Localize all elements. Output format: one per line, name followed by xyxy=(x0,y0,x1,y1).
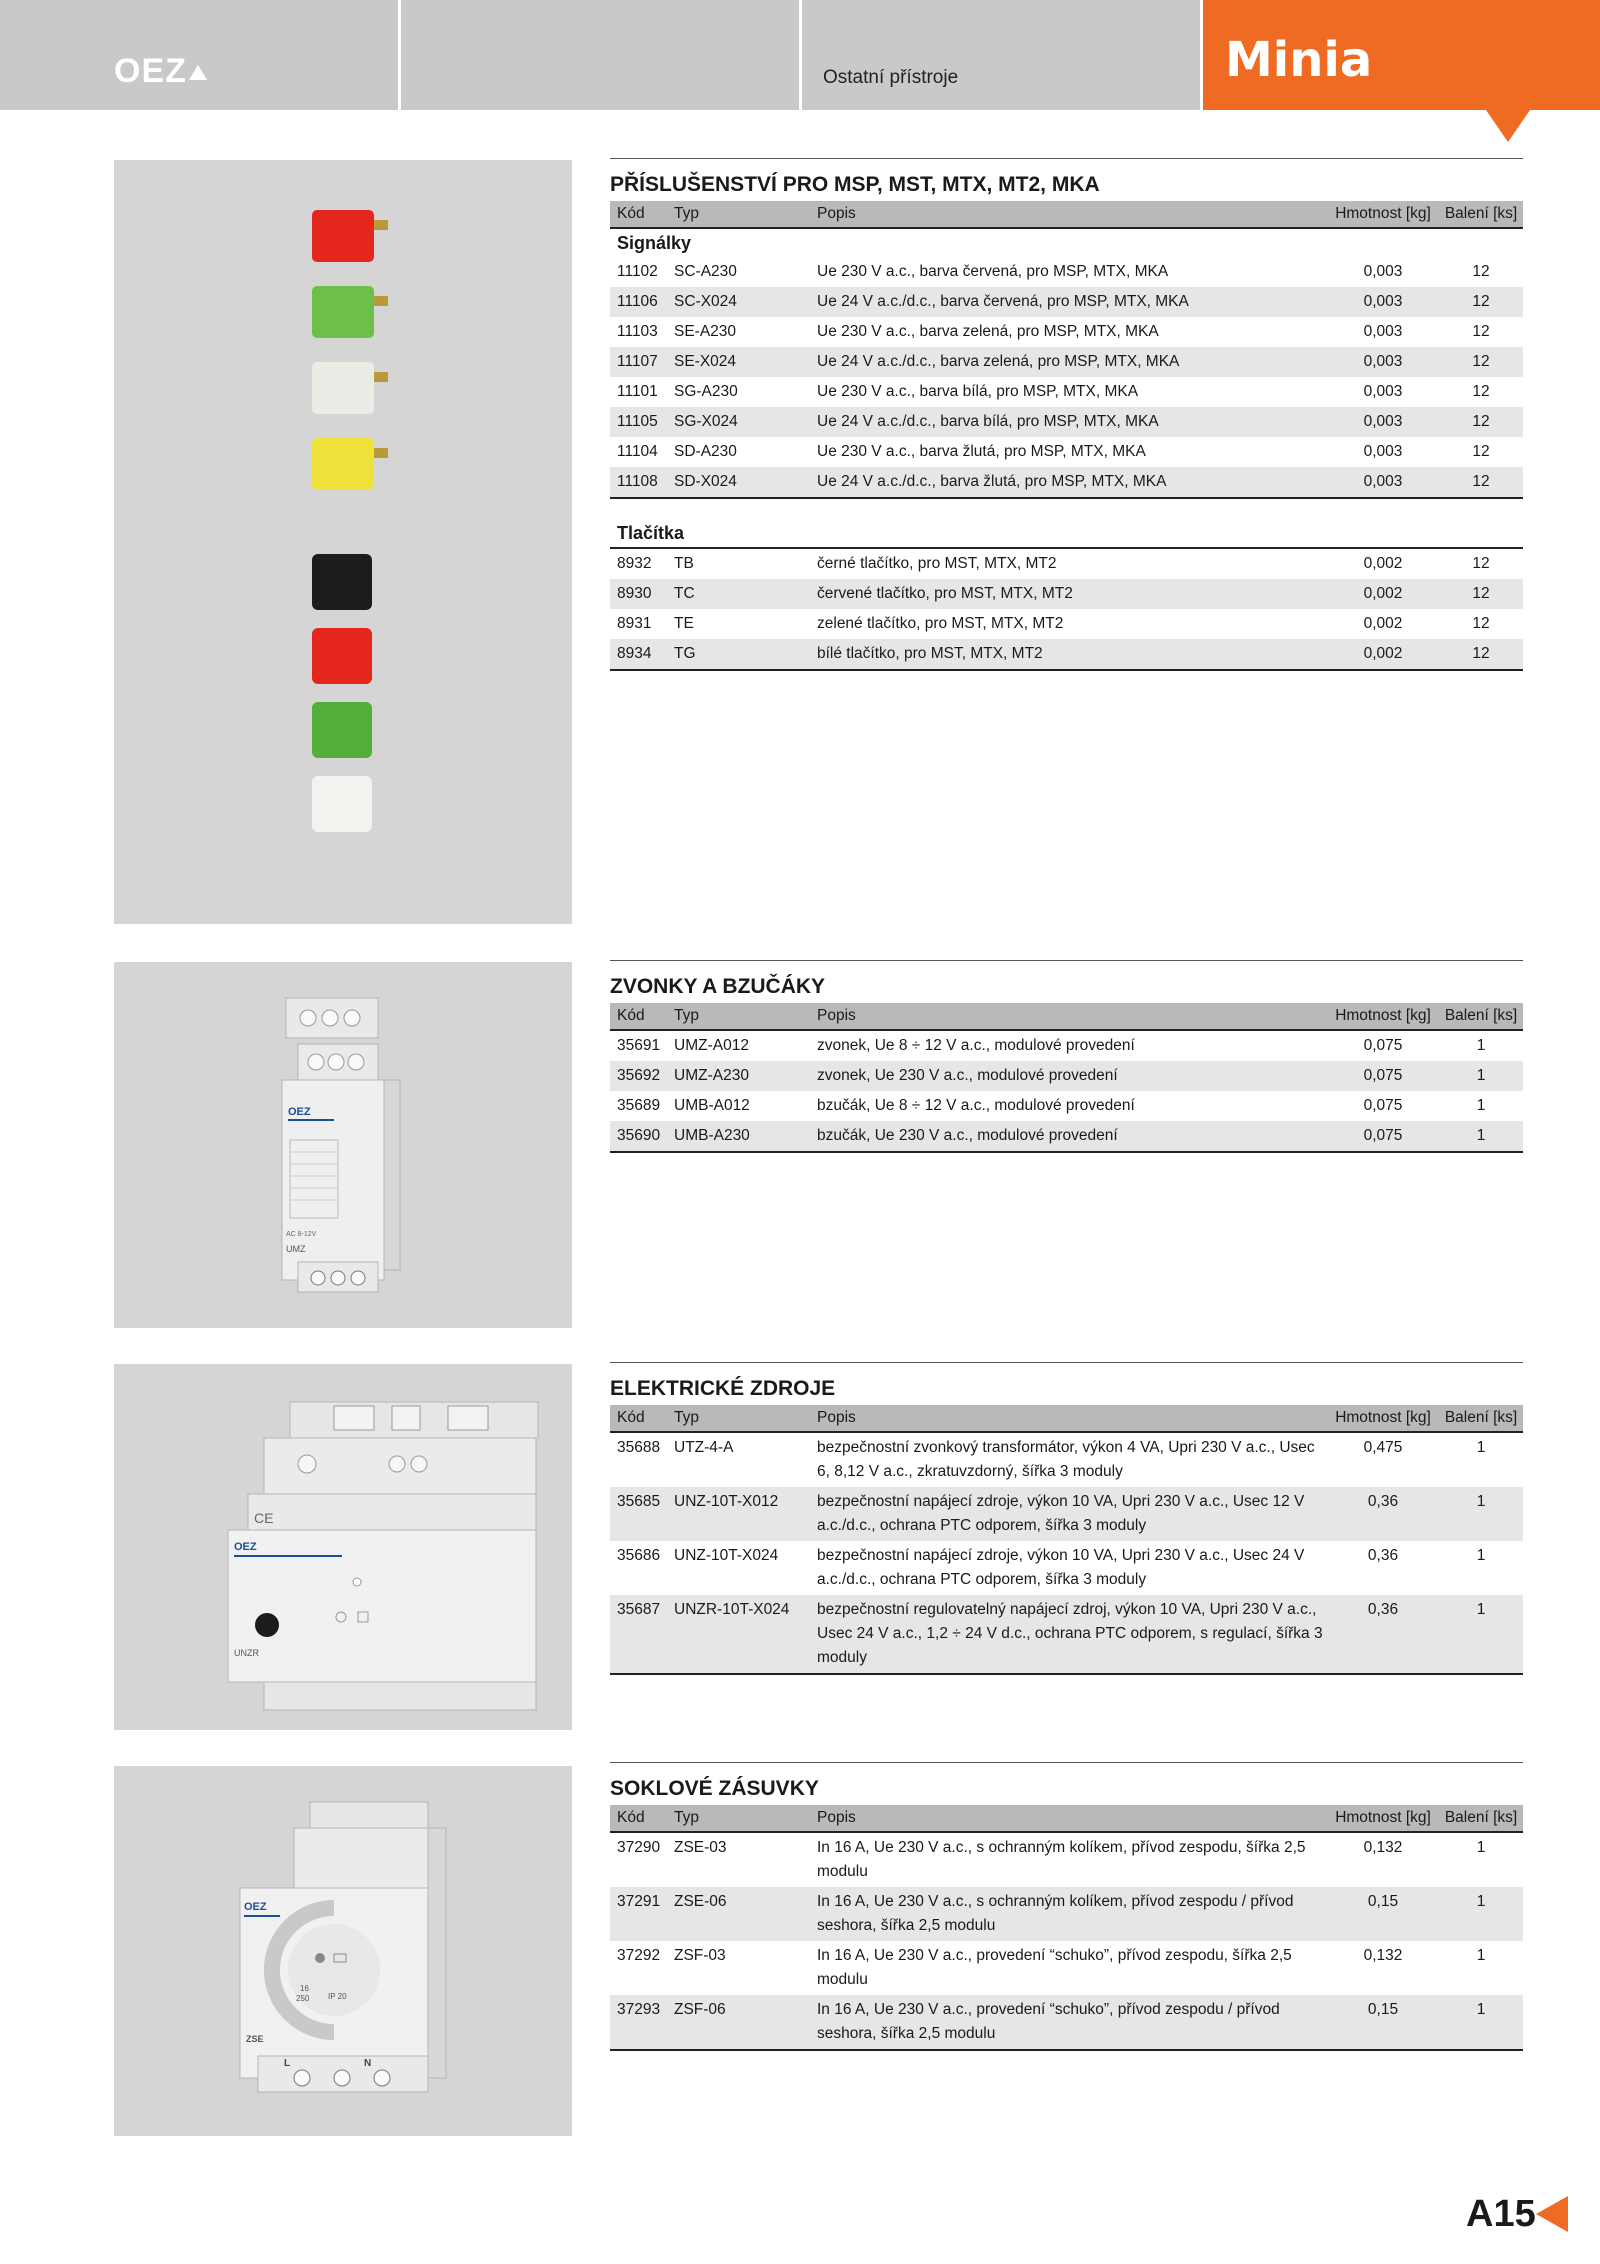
col-code: Kód xyxy=(610,1805,667,1832)
cell-pack: 1 xyxy=(1439,1995,1523,2050)
cell-code: 8932 xyxy=(617,555,652,572)
table-row xyxy=(610,548,1523,579)
cell-weight: 0,003 xyxy=(1363,443,1403,460)
subheading-row xyxy=(610,228,1523,257)
table-header-row xyxy=(610,1405,1523,1432)
cell-code: 35687 xyxy=(610,1595,667,1674)
col-code: Kód xyxy=(610,1405,667,1432)
cell-type: ZSE-06 xyxy=(667,1887,810,1941)
cell-pack: 1 xyxy=(1439,1061,1523,1091)
cell-desc: bzučák, Ue 230 V a.c., modulové provedení xyxy=(810,1121,1327,1152)
table-row xyxy=(610,347,1523,377)
section-title: SOKLOVÉ ZÁSUVKY xyxy=(610,1777,819,1800)
cell-desc: In 16 A, Ue 230 V a.c., provedení “schuko”, přívod zespodu / přívod seshora, šířka 2,5 modulu xyxy=(810,1995,1327,2050)
ce-mark: CE xyxy=(254,1510,274,1526)
table-row xyxy=(610,579,1523,609)
cell-type: ZSF-06 xyxy=(667,1995,810,2050)
table-row xyxy=(610,1941,1523,1995)
section-title: ZVONKY A BZUČÁKY xyxy=(610,975,826,998)
table-row xyxy=(610,609,1523,639)
cell-desc: Ue 230 V a.c., barva bílá, pro MSP, MTX, MKA xyxy=(817,383,1139,400)
device-voltage: AC 8-12V xyxy=(286,1231,317,1238)
spacer-row xyxy=(610,498,1523,519)
cell-code: 37291 xyxy=(610,1887,667,1941)
cell-code: 11106 xyxy=(610,287,667,317)
power-block xyxy=(610,1362,1523,1675)
cell-type: UMZ-A230 xyxy=(667,1061,810,1091)
cell-pack: 1 xyxy=(1476,1947,1486,1964)
bell-device-illustration xyxy=(114,962,572,1328)
cell-weight: 0,002 xyxy=(1363,615,1403,632)
cell-code: 8931 xyxy=(617,615,652,632)
table-row xyxy=(610,1832,1523,1887)
cell-weight: 0,002 xyxy=(1363,555,1403,572)
rating-voltage: 250 xyxy=(296,1994,310,2003)
cell-pack: 12 xyxy=(1439,347,1523,377)
cell-desc: zelené tlačítko, pro MST, MTX, MT2 xyxy=(817,615,1064,632)
cell-pack: 12 xyxy=(1439,467,1523,498)
cell-desc: bílé tlačítko, pro MST, MTX, MT2 xyxy=(810,639,1327,670)
cell-type: SC-X024 xyxy=(667,287,810,317)
cell-weight: 0,003 xyxy=(1327,467,1439,498)
table-row xyxy=(610,1121,1523,1152)
cell-desc: Ue 24 V a.c./d.c., barva bílá, pro MSP, MTX, MKA xyxy=(810,407,1327,437)
table-row xyxy=(610,257,1523,287)
signal-lamp-white xyxy=(312,362,388,414)
cell-code: 37293 xyxy=(610,1995,667,2050)
cell-desc: Ue 230 V a.c., barva zelená, pro MSP, MTX, MKA xyxy=(817,323,1159,340)
cell-code: 35690 xyxy=(610,1121,667,1152)
cell-type: ZSE-03 xyxy=(674,1839,727,1856)
cell-code: 11101 xyxy=(617,383,658,400)
cell-type: SE-X024 xyxy=(667,347,810,377)
cell-desc: zvonek, Ue 230 V a.c., modulové provedení xyxy=(810,1061,1327,1091)
power-photo xyxy=(114,1364,572,1730)
table-row xyxy=(610,287,1523,317)
col-weight: Hmotnost [kg] xyxy=(1327,1805,1439,1832)
cell-desc: bzučák, Ue 8 ÷ 12 V a.c., modulové provedení xyxy=(817,1097,1135,1114)
col-type: Typ xyxy=(667,1003,810,1030)
cell-type: UMZ-A012 xyxy=(674,1037,749,1054)
cell-type: SG-X024 xyxy=(667,407,810,437)
cell-pack: 1 xyxy=(1439,1487,1523,1541)
logo-triangle-icon xyxy=(189,65,207,80)
cell-weight: 0,075 xyxy=(1327,1121,1439,1152)
table-row xyxy=(610,1091,1523,1121)
cell-desc: bezpečnostní napájecí zdroje, výkon 10 VA, Upri 230 V a.c., Usec 12 V a.c./d.c., ochrana PTC odporem, šířka 3 moduly xyxy=(810,1487,1327,1541)
cell-pack: 12 xyxy=(1472,615,1490,632)
cell-pack: 1 xyxy=(1476,1547,1486,1564)
cell-desc: Ue 24 V a.c./d.c., barva zelená, pro MSP, MTX, MKA xyxy=(810,347,1327,377)
cell-pack: 12 xyxy=(1472,263,1490,280)
table-row xyxy=(610,377,1523,407)
cell-weight: 0,075 xyxy=(1363,1097,1403,1114)
cell-type: ZSF-03 xyxy=(674,1947,726,1964)
cell-type: SD-X024 xyxy=(667,467,810,498)
table-row xyxy=(610,1487,1523,1541)
cell-desc: Ue 230 V a.c., barva červená, pro MSP, MTX, MKA xyxy=(817,263,1169,280)
table-header-row xyxy=(610,1003,1523,1030)
cell-desc: In 16 A, Ue 230 V a.c., provedení “schuko”, přívod zespodu, šířka 2,5 modulu xyxy=(817,1947,1292,1988)
terminal-n-label: N xyxy=(364,2058,372,2069)
page-header xyxy=(0,0,1600,110)
cell-code: 37290 xyxy=(617,1839,661,1856)
accessories-illustration xyxy=(114,160,572,924)
cell-weight: 0,002 xyxy=(1327,639,1439,670)
col-type: Typ xyxy=(667,201,810,228)
cell-code: 35689 xyxy=(617,1097,661,1114)
device-model: ZSE xyxy=(246,2034,264,2044)
button-red xyxy=(312,628,372,684)
section-title: ELEKTRICKÉ ZDROJE xyxy=(610,1377,836,1400)
col-pack: Balení [ks] xyxy=(1439,1405,1523,1432)
cell-desc: zvonek, Ue 8 ÷ 12 V a.c., modulové provedení xyxy=(817,1037,1135,1054)
cell-pack: 1 xyxy=(1476,1097,1486,1114)
cell-type: UNZ-10T-X024 xyxy=(674,1547,779,1564)
col-code: Kód xyxy=(610,201,667,228)
col-desc: Popis xyxy=(810,1805,1327,1832)
col-weight: Hmotnost [kg] xyxy=(1327,1003,1439,1030)
cell-type: SG-A230 xyxy=(674,383,738,400)
cell-desc: Ue 24 V a.c./d.c., barva červená, pro MSP, MTX, MKA xyxy=(810,287,1327,317)
col-pack: Balení [ks] xyxy=(1439,1805,1523,1832)
table-row xyxy=(610,1030,1523,1061)
cell-pack: 1 xyxy=(1476,1439,1486,1456)
section-rule xyxy=(610,1762,1523,1763)
device-brand: OEZ xyxy=(288,1106,311,1118)
device-model: UMZ xyxy=(286,1244,306,1254)
cell-desc: Ue 230 V a.c., barva žlutá, pro MSP, MTX, MKA xyxy=(817,443,1146,460)
cell-weight: 0,075 xyxy=(1363,1037,1403,1054)
table-header-row xyxy=(610,1805,1523,1832)
cell-desc: černé tlačítko, pro MST, MTX, MT2 xyxy=(817,555,1057,572)
cell-weight: 0,15 xyxy=(1327,1887,1439,1941)
cell-type: UTZ-4-A xyxy=(674,1439,734,1456)
cell-type: UNZR-10T-X024 xyxy=(667,1595,810,1674)
cell-desc: In 16 A, Ue 230 V a.c., s ochranným kolíkem, přívod zespodu, šířka 2,5 modulu xyxy=(817,1839,1306,1880)
subheading-signals: Signálky xyxy=(617,233,692,253)
col-type: Typ xyxy=(667,1805,810,1832)
table-row xyxy=(610,1061,1523,1091)
rating-current: 16 xyxy=(300,1984,309,1993)
cell-desc: bezpečnostní zvonkový transformátor, výkon 4 VA, Upri 230 V a.c., Usec 6, 8,12 V a.c., zkratuvzdorný, šířka 3 moduly xyxy=(817,1439,1315,1480)
table-row xyxy=(610,317,1523,347)
signal-lamp-red xyxy=(312,210,388,262)
socket-device-illustration xyxy=(114,1766,572,2136)
cell-weight: 0,003 xyxy=(1363,323,1403,340)
table-row xyxy=(610,639,1523,670)
cell-weight: 0,475 xyxy=(1363,1439,1403,1456)
cell-type: UMB-A012 xyxy=(674,1097,750,1114)
cell-code: 35688 xyxy=(617,1439,661,1456)
button-green xyxy=(312,702,372,758)
cell-code: 8934 xyxy=(610,639,667,670)
device-model: UNZR xyxy=(234,1648,259,1658)
cell-pack: 12 xyxy=(1439,287,1523,317)
subheading-row xyxy=(610,519,1523,548)
cell-pack: 1 xyxy=(1439,1887,1523,1941)
cell-weight: 0,132 xyxy=(1363,1839,1403,1856)
cell-desc: In 16 A, Ue 230 V a.c., s ochranným kolíkem, přívod zespodu / přívod seshora, šířka 2,5 modulu xyxy=(810,1887,1327,1941)
cell-type: UNZ-10T-X012 xyxy=(667,1487,810,1541)
accessories-photo xyxy=(114,160,572,924)
cell-type: UMB-A230 xyxy=(667,1121,810,1152)
table-row xyxy=(610,467,1523,498)
cell-code: 35685 xyxy=(610,1487,667,1541)
power-supply-illustration xyxy=(114,1364,572,1730)
cell-code: 11107 xyxy=(610,347,667,377)
page-marker-triangle-icon xyxy=(1536,2196,1568,2232)
cell-type: SD-A230 xyxy=(674,443,737,460)
cell-pack: 1 xyxy=(1476,1037,1486,1054)
power-table xyxy=(610,1405,1523,1675)
cell-weight: 0,003 xyxy=(1327,407,1439,437)
device-brand: OEZ xyxy=(244,1901,267,1913)
signal-lamp-green xyxy=(312,286,388,338)
page-number: A15 xyxy=(1466,2193,1536,2235)
cell-type: TE xyxy=(674,615,694,632)
cell-code: 11103 xyxy=(617,323,658,340)
cell-pack: 12 xyxy=(1439,639,1523,670)
cell-desc: bezpečnostní napájecí zdroje, výkon 10 VA, Upri 230 V a.c., Usec 24 V a.c./d.c., ochrana PTC odporem, šířka 3 moduly xyxy=(817,1547,1305,1588)
col-pack: Balení [ks] xyxy=(1439,1003,1523,1030)
cell-type: SE-A230 xyxy=(674,323,737,340)
table-row xyxy=(610,1432,1523,1487)
cell-pack: 12 xyxy=(1472,443,1490,460)
cell-code: 35686 xyxy=(617,1547,661,1564)
bells-photo xyxy=(114,962,572,1328)
cell-desc: červené tlačítko, pro MST, MTX, MT2 xyxy=(810,579,1327,609)
cell-code: 8930 xyxy=(610,579,667,609)
cell-code: 11104 xyxy=(617,443,658,460)
table-row xyxy=(610,407,1523,437)
section-rule xyxy=(610,1362,1523,1363)
table-row xyxy=(610,1887,1523,1941)
accessories-table xyxy=(610,201,1523,671)
cell-weight: 0,003 xyxy=(1363,383,1403,400)
cell-code: 11108 xyxy=(610,467,667,498)
col-desc: Popis xyxy=(810,1003,1327,1030)
cell-pack: 1 xyxy=(1476,1839,1486,1856)
cell-pack: 1 xyxy=(1439,1121,1523,1152)
section-rule xyxy=(610,158,1523,159)
col-type: Typ xyxy=(667,1405,810,1432)
table-row xyxy=(610,437,1523,467)
col-weight: Hmotnost [kg] xyxy=(1327,1405,1439,1432)
cell-type: TC xyxy=(667,579,810,609)
col-code: Kód xyxy=(610,1003,667,1030)
cell-weight: 0,132 xyxy=(1363,1947,1403,1964)
cell-weight: 0,36 xyxy=(1327,1487,1439,1541)
cell-pack: 12 xyxy=(1472,383,1490,400)
cell-pack: 12 xyxy=(1439,579,1523,609)
bells-table xyxy=(610,1003,1523,1153)
cell-weight: 0,36 xyxy=(1367,1547,1399,1564)
table-header-row xyxy=(610,201,1523,228)
cell-weight: 0,15 xyxy=(1327,1995,1439,2050)
section-title: PŘÍSLUŠENSTVÍ PRO MSP, MST, MTX, MT2, MKA xyxy=(610,173,1100,196)
cell-weight: 0,003 xyxy=(1327,287,1439,317)
cell-code: 11105 xyxy=(610,407,667,437)
cell-desc: bezpečnostní regulovatelný napájecí zdroj, výkon 10 VA, Upri 230 V a.c., Usec 24 V a.c., 1,2 ÷ 24 V d.c., ochrana PTC odporem, s regulací, šířka 3 moduly xyxy=(810,1595,1327,1674)
col-desc: Popis xyxy=(810,1405,1327,1432)
header-panel-right xyxy=(802,0,1200,110)
cell-type: SC-A230 xyxy=(674,263,737,280)
rating-ip: IP 20 xyxy=(328,1992,347,2001)
brand-tab xyxy=(1203,0,1600,110)
cell-type: TG xyxy=(667,639,810,670)
cell-weight: 0,075 xyxy=(1327,1061,1439,1091)
terminal-l-label: L xyxy=(284,2058,291,2069)
device-brand: OEZ xyxy=(234,1541,257,1553)
cell-weight: 0,003 xyxy=(1363,263,1403,280)
sockets-block xyxy=(610,1762,1523,2051)
cell-pack: 12 xyxy=(1472,555,1490,572)
signal-lamp-yellow xyxy=(312,438,388,490)
col-pack: Balení [ks] xyxy=(1439,201,1523,228)
sockets-photo xyxy=(114,1766,572,2136)
col-weight: Hmotnost [kg] xyxy=(1327,201,1439,228)
cell-code: 35692 xyxy=(610,1061,667,1091)
cell-desc: Ue 24 V a.c./d.c., barva žlutá, pro MSP, MTX, MKA xyxy=(810,467,1327,498)
button-white xyxy=(312,776,372,832)
header-panel-middle xyxy=(401,0,799,110)
sockets-table xyxy=(610,1805,1523,2051)
cell-weight: 0,003 xyxy=(1327,347,1439,377)
cell-weight: 0,36 xyxy=(1327,1595,1439,1674)
subheading-buttons: Tlačítka xyxy=(610,519,1523,548)
brand-label: Minia xyxy=(1225,32,1373,88)
button-black xyxy=(312,554,372,610)
table-row xyxy=(610,1595,1523,1674)
brand-notch-icon xyxy=(1486,110,1530,142)
cell-pack: 12 xyxy=(1472,323,1490,340)
section-label: Ostatní přístroje xyxy=(823,67,959,88)
col-desc: Popis xyxy=(810,201,1327,228)
cell-pack: 1 xyxy=(1439,1595,1523,1674)
cell-pack: 12 xyxy=(1439,407,1523,437)
cell-code: 11102 xyxy=(617,263,658,280)
bells-block xyxy=(610,960,1523,1153)
table-row xyxy=(610,1541,1523,1595)
cell-weight: 0,002 xyxy=(1327,579,1439,609)
table-row xyxy=(610,1995,1523,2050)
oez-logo: OEZ xyxy=(114,52,207,91)
section-rule xyxy=(610,960,1523,961)
cell-code: 37292 xyxy=(617,1947,661,1964)
accessories-block xyxy=(610,158,1523,671)
cell-code: 35691 xyxy=(617,1037,661,1054)
cell-type: TB xyxy=(674,555,694,572)
